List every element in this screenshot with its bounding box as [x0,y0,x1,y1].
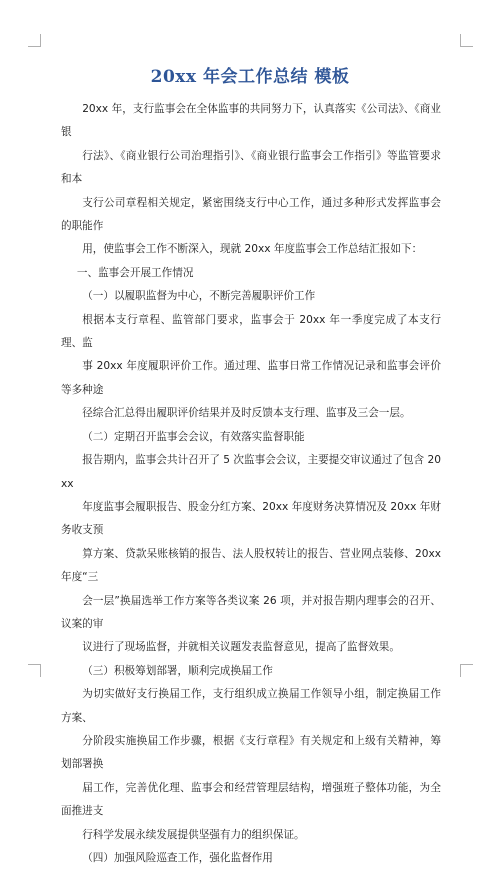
document-body [61,98,441,870]
subsection-heading [61,426,441,449]
paragraph-body [61,309,441,426]
crop-mark-bottom-left [28,664,41,677]
text-line: 年度监事会履职报告、股金分红方案、20xx 年度财务决算情况及 20xx 年财务收支预 [61,500,441,537]
text-line: 根据本支行章程、监管部门要求，监事会于 20xx 年一季度完成了本支行理、监 [61,313,441,350]
crop-mark-top-left [28,34,41,47]
text-line: 届工作，完善优化理、监事会和经营管理层结构，增强班子整体功能，为全面推进支 [61,781,441,818]
text-line: 为切实做好支行换届工作，支行组织成立换届工作领导小组，制定换届工作方案、 [61,688,441,724]
paragraph-intro [61,98,441,262]
text-line: （三）积极筹划部署，顺利完成换届工作 [82,664,273,677]
text-line: 事 20xx 年度履职评价工作。通过理、监事日常工作情况记录和监事会评价等多种途 [61,360,441,396]
subsection-heading [61,285,441,308]
text-line: 用，使监事会工作不断深入，现就 20xx 年度监事会工作总结汇报如下： [82,243,423,256]
text-line: （一）以履职监督为中心，不断完善履职评价工作 [82,290,316,303]
text-line: （四）加强风险巡查工作，强化监督作用 [82,852,273,864]
subsection-heading [61,660,441,683]
crop-mark-top-right [460,34,473,47]
text-line: 分阶段实施换届工作步骤，根据《支行章程》有关规定和上级有关精神，筹划部署换 [61,734,441,771]
paragraph-body [61,449,441,660]
text-line: 20xx 年，支行监事会在全体监事的共同努力下，认真落实《公司法》、《商业银 [61,103,441,139]
text-line: 议进行了现场监督，并就相关议题发表监督意见，提高了监督效果。 [82,641,400,654]
text-line: 报告期内，监事会共计召开了 5 次监事会会议，主要提交审议通过了包含 20xx [61,454,441,490]
text-line: 径综合汇总得出履职评价结果并及时反馈本支行理、监事及三会一层。 [82,407,411,420]
paragraph-body [61,683,441,847]
text-line: 行科学发展永续发展提供坚强有力的组织保证。 [82,828,305,841]
document-title: 20xx 年会工作总结 模板 [150,67,350,87]
text-line: 算方案、贷款呆账核销的报告、法人股权转让的报告、营业网点装修、20xx 年度“三 [61,547,441,584]
text-line: 行法》、《商业银行公司治理指引》、《商业银行监事会工作指引》等监管要求和本 [61,149,441,186]
section-heading [61,262,441,285]
text-line: 支行公司章程相关规定，紧密围绕支行中心工作，通过多种形式发挥监事会的职能作 [61,196,441,233]
crop-mark-bottom-right [460,664,473,677]
subsection-heading [61,847,441,870]
text-line: 会一层”换届选举工作方案等各类议案 26 项，并对报告期内理事会的召开、议案的审 [61,594,441,630]
text-line: 一、监事会开展工作情况 [76,266,194,279]
text-line: （二）定期召开监事会会议，有效落实监督职能 [82,430,305,443]
